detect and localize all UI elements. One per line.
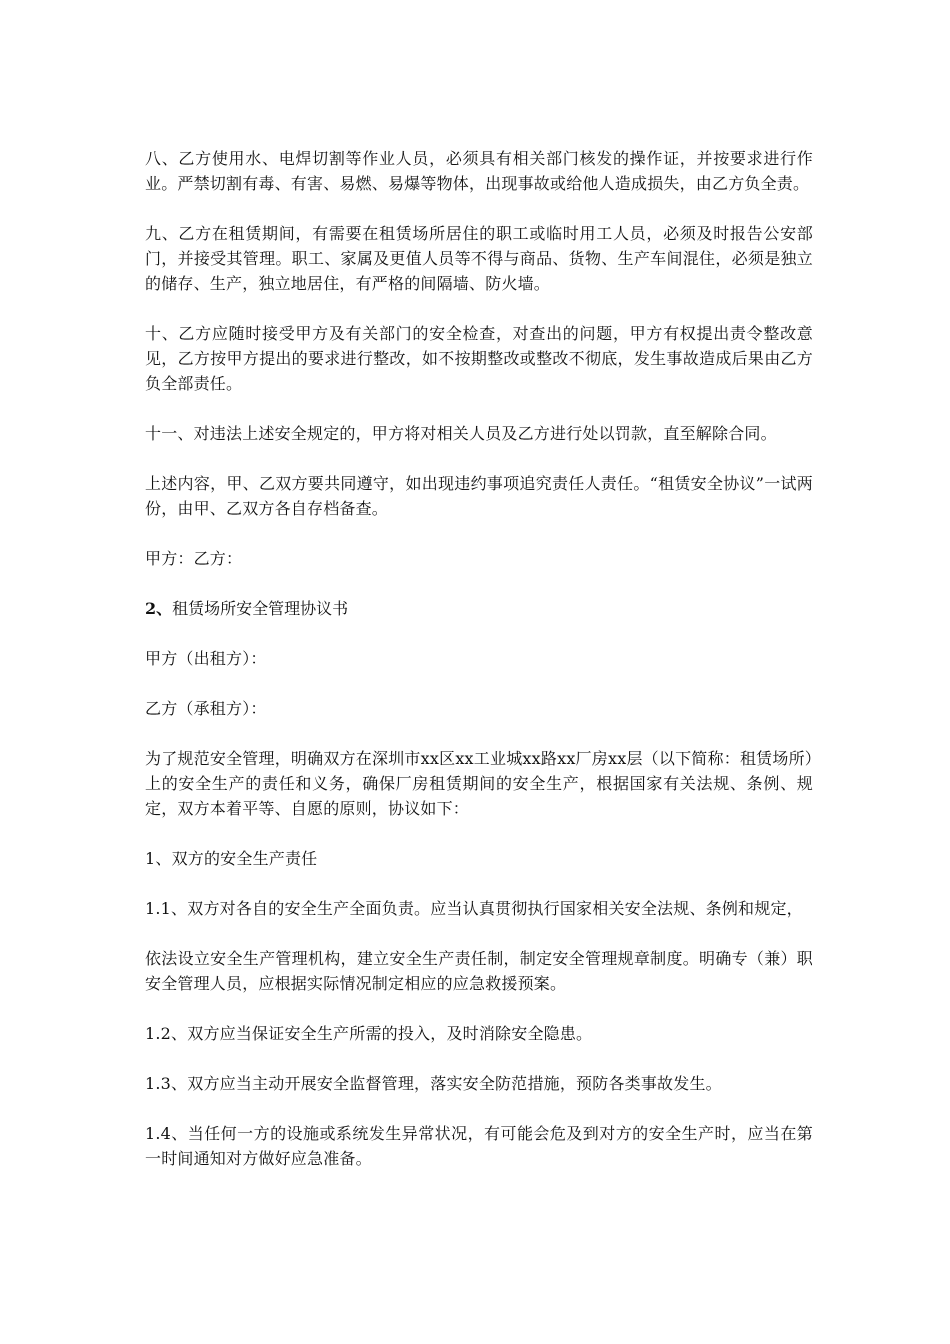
- party-b-line: 乙方（承租方）：: [145, 699, 267, 718]
- paragraph-clause-11: 十一、对违法上述安全规定的，甲方将对相关人员及乙方进行处以罚款，直至解除合同。: [145, 424, 777, 443]
- section-2-heading: [145, 596, 813, 621]
- paragraph-clause-8: 八、乙方使用水、电焊切割等作业人员，必须具有相关部门核发的操作证，并按要求进行作业。严禁切割有毒、有害、易燃、易爆等物体，出现事故或给他人造成损失，由乙方负全责。: [145, 149, 813, 193]
- clause-1-2: 1.2、双方应当保证安全生产所需的投入，及时消除安全隐患。: [145, 1024, 593, 1043]
- section-2-title: 租赁场所安全管理协议书: [172, 599, 349, 618]
- section-2-number: 2、: [145, 599, 173, 618]
- paragraph-clause-10: 十、乙方应随时接受甲方及有关部门的安全检查，对查出的问题，甲方有权提出责令整改意见，乙方按甲方提出的要求进行整改，如不按期整改或整改不彻底，发生事故造成后果由乙方负全部责任。: [145, 324, 813, 393]
- clause-1-4: 1.4、当任何一方的设施或系统发生异常状况，有可能会危及到对方的安全生产时，应当在第一时间通知对方做好应急准备。: [145, 1124, 813, 1168]
- party-a-line: 甲方（出租方）：: [145, 649, 267, 668]
- intro-paragraph: 为了规范安全管理，明确双方在深圳市xx区xx工业城xx路xx厂房xx层（以下简称：租赁场所）上的安全生产的责任和义务，确保厂房租赁期间的安全生产，根据国家有关法规、条例、规定，双方本着平等、自愿的原则，协议如下：: [145, 749, 813, 818]
- clause-1-title: 1、双方的安全生产责任: [145, 849, 318, 868]
- document-body: [145, 146, 813, 1196]
- clause-1-1-part-a: 1.1、双方对各自的安全生产全面负责。应当认真贯彻执行国家相关安全法规、条例和规定，: [145, 899, 803, 918]
- paragraph-clause-9: 九、乙方在租赁期间，有需要在租赁场所居住的职工或临时用工人员，必须及时报告公安部门，并接受其管理。职工、家属及更值人员等不得与商品、货物、生产车间混住，必须是独立的储存、生产，独立地居住，有严格的间隔墙、防火墙。: [145, 224, 813, 293]
- clause-1-1-part-b: 依法设立安全生产管理机构，建立安全生产责任制，制定安全管理规章制度。明确专（兼）职安全管理人员，应根据实际情况制定相应的应急救援预案。: [145, 949, 813, 993]
- paragraph-summary: 上述内容，甲、乙双方要共同遵守，如出现违约事项追究责任人责任。“租赁安全协议”一试两份，由甲、乙双方各自存档备查。: [145, 474, 813, 518]
- signature-line: 甲方：乙方：: [145, 549, 243, 568]
- clause-1-3: 1.3、双方应当主动开展安全监督管理，落实安全防范措施，预防各类事故发生。: [145, 1074, 722, 1093]
